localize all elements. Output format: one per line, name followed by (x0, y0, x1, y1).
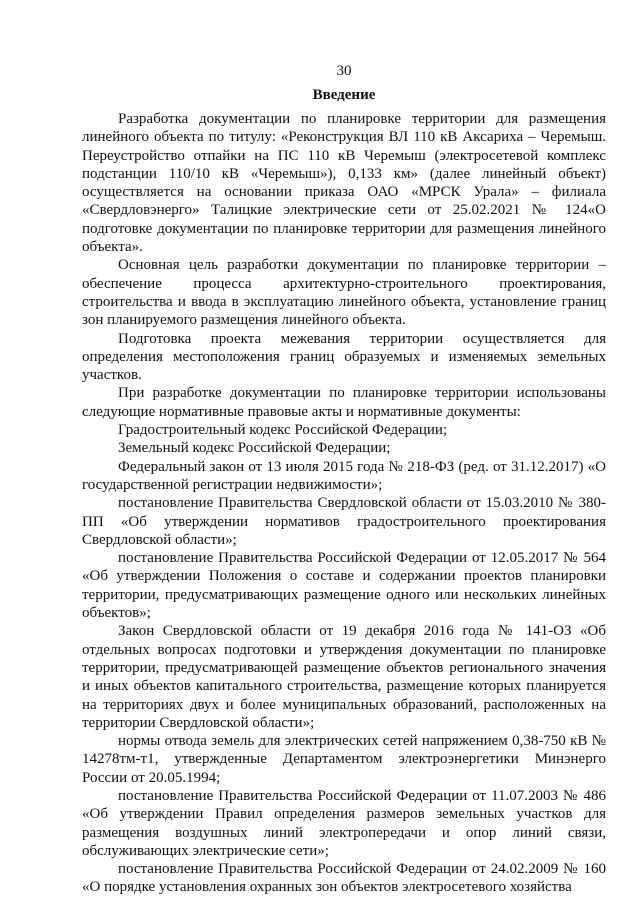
paragraph: постановление Правительства Российской Федерации от 11.07.2003 № 486 «Об утверждении Правил определения размеров земельных участков для размещения воздушных линий электропередачи и опор линий связи, обслуживающих электрические сети»; (82, 787, 606, 859)
paragraph: постановление Правительства Российской Федерации от 12.05.2017 № 564 «Об утверждении Положения о составе и содержании проектов планировки территории, предусматривающих размещение одного или нескольких линейных объектов»; (82, 550, 606, 622)
paragraph: Закон Свердловской области от 19 декабря 2016 года № 141-ОЗ «Об отдельных вопросах подготовки и утверждения документации по планировке территории, предусматривающей размещение объектов регионального значения и иных объектов капитального строительства, размещение которых планируется на территориях двух и более муниципальных образований, расположенных на территории Свердловской области»; (82, 623, 606, 731)
paragraph: постановление Правительства Свердловской области от 15.03.2010 № 380-ПП «Об утверждении нормативов градостроительного проектирования Свердловской области»; (82, 495, 606, 548)
section-heading: Введение (312, 87, 376, 103)
paragraph: постановление Правительства Российской Федерации от 24.02.2009 № 160 «О порядке установления охранных зон объектов электросетевого хозяйства (82, 861, 606, 896)
paragraph: нормы отвода земель для электрических сетей напряжением 0,38-750 кВ № 14278тм-т1, утвержденные Департаментом электроэнергетики Минэнерго России от 20.05.1994; (82, 733, 606, 786)
page-number: 30 (336, 63, 352, 79)
paragraph: Федеральный закон от 13 июля 2015 года № 218-ФЗ (ред. от 31.12.2017) «О государственной регистрации недвижимости»; (82, 458, 606, 493)
document-body (82, 110, 606, 897)
paragraph: Основная цель разработки документации по планировке территории – обеспечение процесса архитектурно-строительного проектирования, строительства и ввода в эксплуатацию линейного объекта, установление границ зон планируемого размещения линейного объекта. (82, 257, 606, 329)
paragraph: Подготовка проекта межевания территории осуществляется для определения местоположения границ образуемых и изменяемых земельных участков. (82, 330, 606, 384)
paragraph: При разработке документации по планировке территории использованы следующие нормативные правовые акты и нормативные документы: (82, 385, 606, 420)
paragraph: Земельный кодекс Российской Федерации; (118, 440, 391, 457)
paragraph: Градостроительный кодекс Российской Федерации; (118, 422, 448, 439)
paragraph: Разработка документации по планировке территории для размещения линейного объекта по титулу: «Реконструкция ВЛ 110 кВ Аксариха – Черемыш. Переустройство отпайки на ПС 110 кВ Черемыш (электросетевой комплекс подстанции 110/10 кВ «Черемыш»), 0,133 км» (далее линейный объект) осуществляется на основании приказа ОАО «МРСК Урала» – филиала «Свердловэнерго» Талицкие электрические сети от 25.02.2021 № 124«О подготовке документации по планировке территории для размещения линейного объекта». (82, 111, 606, 256)
